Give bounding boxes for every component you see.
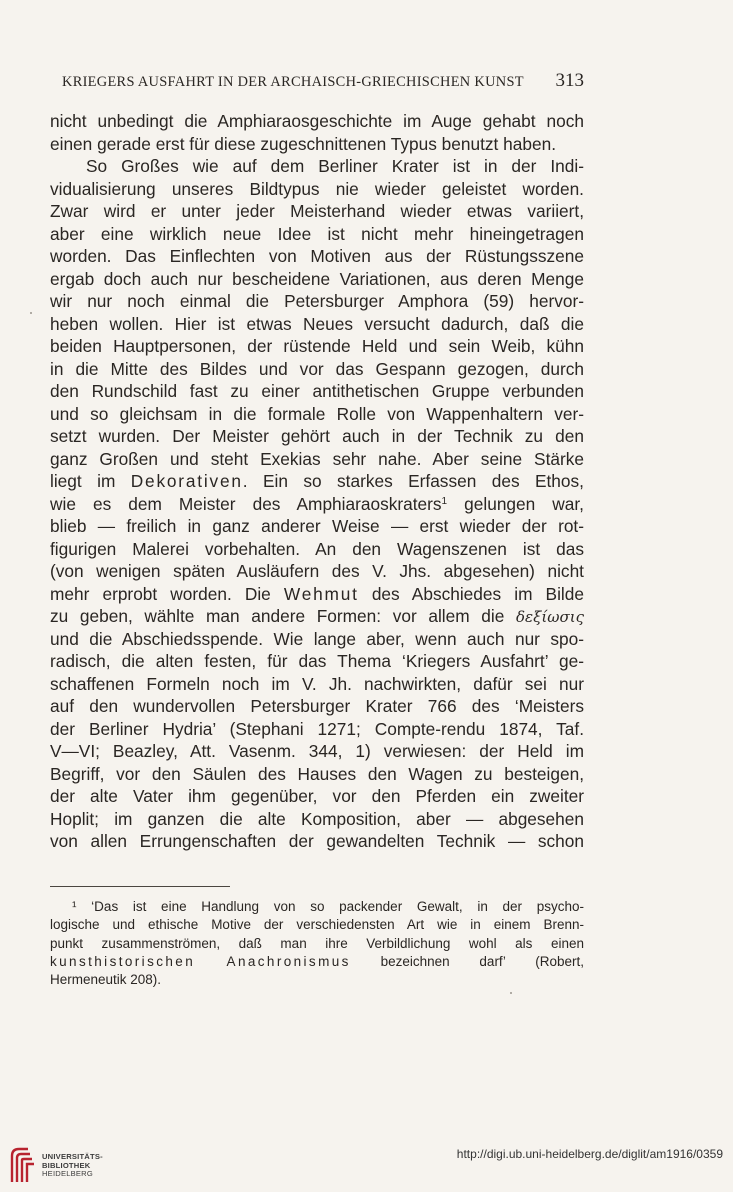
text-line: setzt wurden. Der Meister gehört auch in der Technik zu den: [50, 426, 584, 446]
text-line: blieb — freilich in ganz anderer Weise — erst wieder der rot-: [50, 516, 584, 536]
text-line: worden. Das Einflechten von Motiven aus der Rüstungsszene: [50, 246, 584, 266]
text-line: von allen Errungenschaften der gewandelten Technik — schon: [50, 831, 584, 851]
text-line: [50, 605, 584, 628]
text-segment: gelungen war,: [447, 493, 584, 514]
text-line: [50, 583, 584, 606]
text-line: [50, 493, 584, 516]
text-segment: zu geben, wählte man andere Formen: vor allem die: [50, 606, 505, 626]
text-line: auf den wundervollen Petersburger Krater 766 des ‘Meisters: [50, 696, 584, 716]
library-name-line: BIBLIOTHEK: [42, 1160, 91, 1170]
library-name: [42, 1153, 103, 1179]
footnote-line: [50, 953, 584, 971]
greek-term: δεξίωσις: [516, 608, 584, 626]
text-line: den Rundschild fast zu einer antithetischen Gruppe verbunden: [50, 381, 584, 401]
footnote-line: ¹ ‘Das ist eine Handlung von so packender Gewalt, in der psycho-: [72, 899, 584, 914]
page-number: 313: [555, 70, 584, 91]
text-line: [50, 470, 584, 493]
running-title: KRIEGERS AUSFAHRT IN DER ARCHAISCH-GRIECHISCHEN KUNST: [62, 74, 524, 90]
text-line: einen gerade erst für diese zugeschnittenen Typus benutzt haben.: [50, 133, 556, 154]
text-line: beiden Hauptpersonen, der rüstende Held und sein Weib, kühn: [50, 336, 584, 356]
text-line: der Berliner Hydria’ (Stephani 1271; Compte-rendu 1874, Taf.: [50, 718, 584, 739]
text-line: figurigen Malerei vorbehalten. An den Wagenszenen ist das: [50, 538, 584, 559]
text-segment: des Abschiedes im Bilde: [358, 583, 584, 604]
library-logo: [8, 1146, 128, 1186]
source-url-link[interactable]: http://digi.ub.uni-heidelberg.de/diglit/am1916/0359: [456, 1147, 723, 1161]
text-segment: mehr erprobt worden. Die: [50, 583, 271, 604]
text-line: der alte Vater ihm gegenüber, vor den Pferden ein zweiter: [50, 786, 584, 806]
footnote-rule: [50, 886, 230, 887]
text-line: wir nur noch einmal die Petersburger Amphora (59) hervor-: [50, 291, 584, 311]
text-segment: . Ein so starkes Erfassen des Ethos,: [242, 471, 584, 491]
text-line: Hoplit; im ganzen die alte Komposition, aber — abgesehen: [50, 808, 584, 829]
text-line: Zwar wird er unter jeder Meisterhand wieder etwas variiert,: [50, 201, 584, 221]
footnote-line: logische und ethische Motive der verschiedensten Art wie in einem Brenn-: [50, 917, 584, 933]
text-line: heben wollen. Hier ist etwas Neues versucht dadurch, daß die: [50, 313, 584, 334]
paper-speck: [30, 312, 32, 314]
emphasis-spaced: kunsthistorischen Anachronismus: [50, 953, 351, 969]
footnote: [50, 898, 584, 989]
paper-speck: [510, 992, 512, 994]
library-emblem-icon: [8, 1146, 40, 1184]
text-line: vidualisierung unseres Bildtypus nie wieder geleistet worden.: [50, 178, 584, 199]
text-line: und die Abschiedsspende. Wie lange aber, wenn auch nur spo-: [50, 628, 584, 649]
library-name-line: HEIDELBERG: [42, 1169, 93, 1179]
text-line: (von wenigen späten Ausläufern des V. Jhs. abgesehen) nicht: [50, 561, 584, 581]
text-segment: liegt im: [50, 471, 116, 491]
footnote-line: Hermeneutik 208).: [50, 972, 162, 988]
text-line: in die Mitte des Bildes und vor das Gespann gezogen, durch: [50, 358, 584, 379]
text-segment: wie es dem Meister des Amphiaraoskraters: [50, 493, 442, 514]
text-line: und so gleichsam in die formale Rolle von Wappenhaltern ver-: [50, 403, 584, 424]
text-line: radisch, die alten festen, für das Thema ‘Kriegers Ausfahrt’ ge-: [50, 651, 584, 671]
footnote-line: punkt zusammenströmen, daß man ihre Verbildlichung wohl als einen: [50, 935, 584, 951]
body-text: [50, 110, 584, 853]
text-line: schaffenen Formeln noch im V. Jh. nachwirkten, dafür sei nur: [50, 673, 584, 694]
paragraph-start-line: So Großes wie auf dem Berliner Krater ist in der Indi-: [86, 156, 584, 176]
text-line: V—VI; Beazley, Att. Vasenm. 344, 1) verwiesen: der Held im: [50, 741, 584, 761]
text-line: ganz Großen und steht Exekias sehr nahe. Aber seine Stärke: [50, 448, 584, 469]
text-line: aber eine wirklich neue Idee ist nicht mehr hineingetragen: [50, 223, 584, 244]
running-head: [62, 70, 584, 94]
text-line: Begriff, vor den Säulen des Hauses den Wagen zu besteigen,: [50, 763, 584, 784]
emphasis-spaced: Wehmut: [283, 583, 359, 604]
emphasis-spaced: Dekorativen: [130, 471, 243, 491]
text-line: ergab doch auch nur bescheidene Variationen, aus deren Menge: [50, 268, 584, 289]
library-name-line: UNIVERSITÄTS-: [42, 1152, 103, 1161]
text-line: nicht unbedingt die Amphiaraosgeschichte im Auge gehabt noch: [50, 111, 584, 131]
footnote-ref: 1: [441, 495, 448, 507]
text-segment: bezeichnen darf’ (Robert,: [350, 953, 584, 969]
